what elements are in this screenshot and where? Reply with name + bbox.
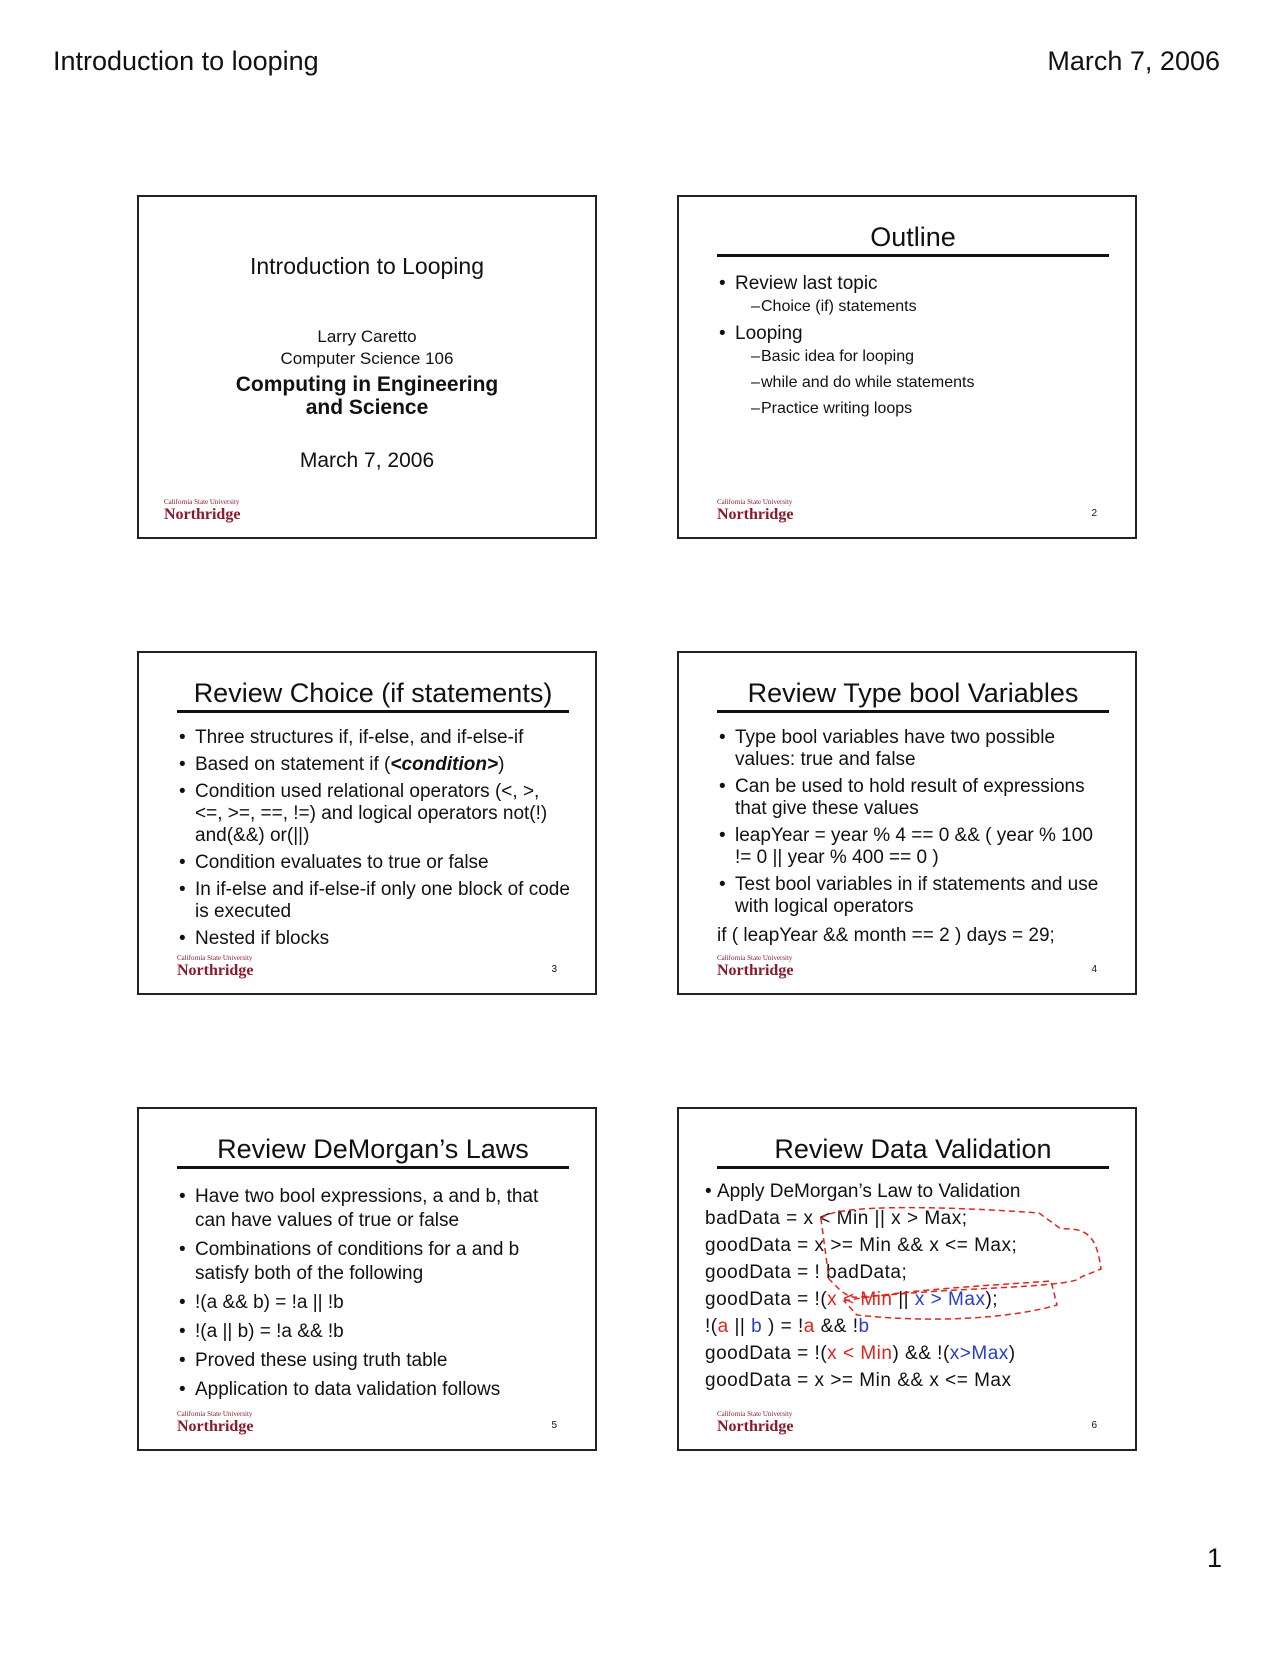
slide-6 [677, 1107, 1137, 1451]
bullet: • !(a && b) = !a || !b [177, 1291, 571, 1315]
logo-big-text: Northridge [717, 962, 794, 979]
logo-small-text: California State University [164, 498, 240, 506]
header-date: March 7, 2006 [1047, 46, 1220, 76]
bullet: • Test bool variables in if statements and use with logical operators [717, 874, 1111, 918]
slide-4-bullets [717, 727, 1111, 923]
slide-1-course: Computer Science 106 [280, 349, 454, 368]
slide-5-title: Review DeMorgan’s Laws [177, 1133, 569, 1169]
bullet: • Have two bool expressions, a and b, that can have values of true or false [177, 1185, 571, 1233]
bullet: • Nested if blocks [177, 928, 571, 950]
page-number: 1 [1206, 1543, 1222, 1573]
bullet: • In if-else and if-else-if only one block of code is executed [177, 879, 571, 923]
bullet: • Proved these using truth table [177, 1349, 571, 1373]
code-line-3: goodData = ! badData; [705, 1262, 908, 1283]
csun-logo [717, 955, 793, 979]
dashed-annotation [679, 1109, 1135, 1449]
logo-big-text: Northridge [717, 1418, 794, 1435]
bullet [717, 323, 1111, 419]
header-left-title: Introduction to looping [53, 46, 319, 76]
slide-3-title: Review Choice (if statements) [177, 677, 569, 713]
bullet: • Can be used to hold result of expressions that give these values [717, 776, 1111, 820]
csun-logo [177, 1411, 253, 1435]
logo-big-text: Northridge [177, 962, 254, 979]
bullet-text: Apply DeMorgan’s Law to Validation [716, 1181, 1021, 1202]
sub-bullet: – Basic idea for looping [735, 347, 1111, 367]
csun-logo [177, 955, 253, 979]
slide-5 [137, 1107, 597, 1451]
bullet: • Condition used relational operators (<, >, <=, >=, ==, !=) and logical operators not(!) and(&&) or(||) [177, 781, 571, 847]
slide-number: 6 [1091, 1420, 1097, 1431]
slide-number: 5 [551, 1420, 557, 1431]
bullet [717, 273, 1111, 317]
slide-4-code-line: if ( leapYear && month == 2 ) days = 29; [717, 925, 1055, 946]
logo-big-text: Northridge [177, 1418, 254, 1435]
csun-logo [717, 499, 793, 523]
slide-number: 3 [551, 964, 557, 975]
slide-number: 4 [1091, 964, 1097, 975]
dashed-callout-line [821, 1208, 1101, 1298]
logo-small-text: California State University [717, 498, 793, 506]
sub-bullet: – Choice (if) statements [735, 297, 1111, 317]
logo-big-text: Northridge [164, 506, 241, 523]
code-line-6: goodData = !(x < Min) && !(x>Max) [705, 1343, 1016, 1364]
code-line-1: badData = x < Min || x > Max; [705, 1208, 968, 1229]
slide-3 [137, 651, 597, 995]
slide-1-subtitle-1: Computing in Engineering [235, 373, 499, 396]
code-line-7: goodData = x >= Min && x <= Max [705, 1370, 1012, 1391]
slide-1 [137, 195, 597, 539]
logo-small-text: California State University [717, 1410, 793, 1418]
sub-bullet: – Practice writing loops [735, 399, 1111, 419]
bullet: • Condition evaluates to true or false [177, 852, 571, 874]
slide-5-bullets [177, 1185, 571, 1407]
slide-1-title: Introduction to Looping [249, 253, 484, 279]
logo-small-text: California State University [717, 954, 793, 962]
slide-2-bullets [717, 273, 1111, 425]
logo-big-text: Northridge [717, 506, 794, 523]
code-line-4: goodData = !(x < Min || x > Max); [705, 1289, 999, 1310]
bullet-text: Review last topic [735, 273, 878, 294]
csun-logo [164, 499, 240, 523]
logo-small-text: California State University [177, 1410, 253, 1418]
bullet: • Combinations of conditions for a and b satisfy both of the following [177, 1238, 571, 1286]
csun-logo [717, 1411, 793, 1435]
bullet: • Application to data validation follows [177, 1378, 571, 1402]
slide-3-bullets [177, 727, 571, 955]
slide-2-title: Outline [717, 221, 1109, 257]
bullet-text: Based on statement if ( [195, 754, 391, 775]
slide-4-title: Review Type bool Variables [717, 677, 1109, 713]
sub-bullet: – while and do while statements [735, 373, 1111, 393]
slide-number: 2 [1091, 508, 1097, 519]
bullet: • Type bool variables have two possible values: true and false [717, 727, 1111, 771]
slide-2 [677, 195, 1137, 539]
condition-emphasis: <condition> [390, 754, 499, 775]
bullet-text: ) [498, 754, 505, 775]
bullet-text: Looping [735, 323, 803, 344]
bullet: • Three structures if, if-else, and if-else-if [177, 727, 571, 749]
slide-6-bullet: • Apply DeMorgan’s Law to Validation [705, 1181, 1021, 1202]
slide-4 [677, 651, 1137, 995]
logo-small-text: California State University [177, 954, 253, 962]
bullet: • !(a || b) = !a && !b [177, 1320, 571, 1344]
slide-1-author: Larry Caretto [317, 327, 417, 346]
code-line-5: !(a || b ) = !a && !b [705, 1316, 870, 1337]
code-line-2: goodData = x >= Min && x <= Max; [705, 1235, 1018, 1256]
slide-1-subtitle-2: and Science [305, 396, 429, 419]
bullet [177, 754, 571, 776]
bullet: • leapYear = year % 4 == 0 && ( year % 100 != 0 || year % 400 == 0 ) [717, 825, 1111, 869]
slide-1-date: March 7, 2006 [299, 449, 435, 472]
slide-6-title: Review Data Validation [717, 1133, 1109, 1169]
